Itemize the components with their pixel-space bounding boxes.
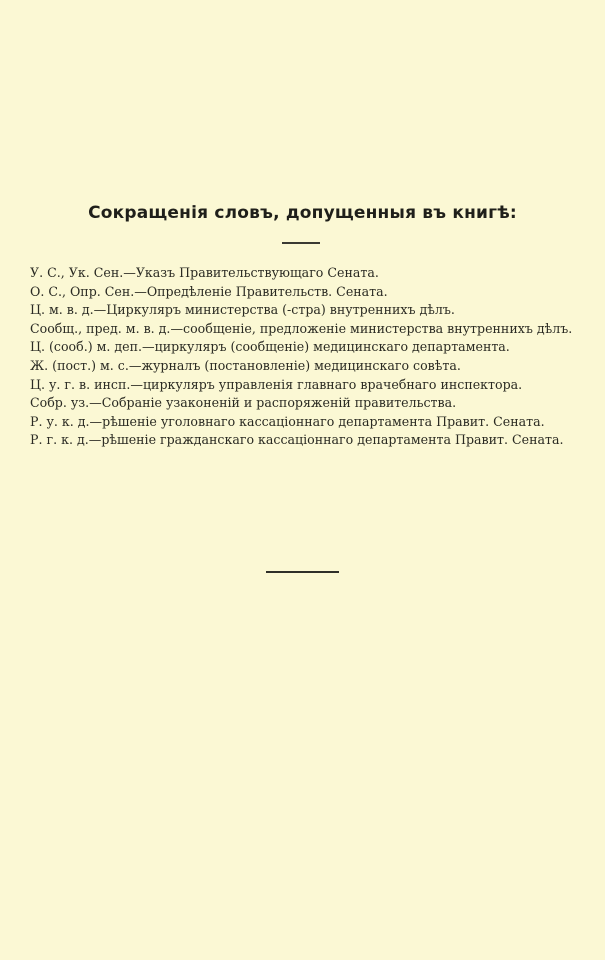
abbreviation: Ж. (пост.) м. с. <box>30 357 129 373</box>
list-item <box>30 338 590 357</box>
definition: Циркуляръ министерства (-стра) внутреннихъ дѣлъ. <box>106 302 455 318</box>
definition: циркуляръ (сообщеніе) медицинскаго департамента. <box>154 339 510 355</box>
separator: — <box>170 320 184 336</box>
abbreviation: Ц. м. в. д. <box>30 302 94 318</box>
definition: Указъ Правительствующаго Сената. <box>135 265 379 280</box>
separator: — <box>128 357 142 373</box>
separator: — <box>142 339 155 355</box>
separator: — <box>93 302 107 318</box>
separator: — <box>123 265 136 280</box>
separator: — <box>134 283 147 299</box>
abbreviation: Собр. уз. <box>30 395 90 411</box>
abbreviation: Р. г. к. д. <box>30 432 89 448</box>
page-title: Сокращенія словъ, допущенныя въ книгѣ: <box>88 203 517 223</box>
definition: Собраніе узаконеній и распоряженій правительства. <box>101 395 457 411</box>
definition: Опредѣленіе Правительств. Сената. <box>146 283 388 299</box>
abbreviation: Ц. (сооб.) м. деп. <box>30 339 143 355</box>
list-item <box>30 320 590 339</box>
abbreviation: Р. у. к. д. <box>30 413 90 429</box>
abbreviation: У. С., Ук. Сен. <box>30 265 124 280</box>
list-item <box>30 376 590 395</box>
separator: — <box>89 395 102 411</box>
list-item <box>30 264 590 283</box>
definition: циркуляръ управленія главнаго врачебнаго инспектора. <box>142 376 523 392</box>
definition: рѣшеніе гражданскаго кассаціоннаго департамента Правит. Сената. <box>101 432 564 448</box>
list-item <box>30 431 590 450</box>
title-divider <box>282 242 320 244</box>
definition: рѣшеніе уголовнаго кассаціоннаго департамента Правит. Сената. <box>102 413 545 429</box>
separator: — <box>130 376 143 392</box>
list-item <box>30 413 590 432</box>
list-item <box>30 301 590 320</box>
definition: сообщеніе, предложеніе министерства внутреннихъ дѣлъ. <box>183 320 573 336</box>
separator: — <box>89 413 103 429</box>
abbreviation: Сообщ., пред. м. в. д. <box>30 320 171 336</box>
list-item <box>30 357 590 376</box>
separator: — <box>88 432 102 448</box>
abbreviation: О. С., Опр. Сен. <box>30 283 135 299</box>
list-item <box>30 394 590 413</box>
abbreviation-list <box>30 264 590 450</box>
abbreviation: Ц. у. г. в. инсп. <box>30 376 131 392</box>
list-item <box>30 283 590 302</box>
closing-divider <box>266 571 339 573</box>
definition: журналъ (постановленіе) медицинскаго совѣта. <box>141 357 461 373</box>
